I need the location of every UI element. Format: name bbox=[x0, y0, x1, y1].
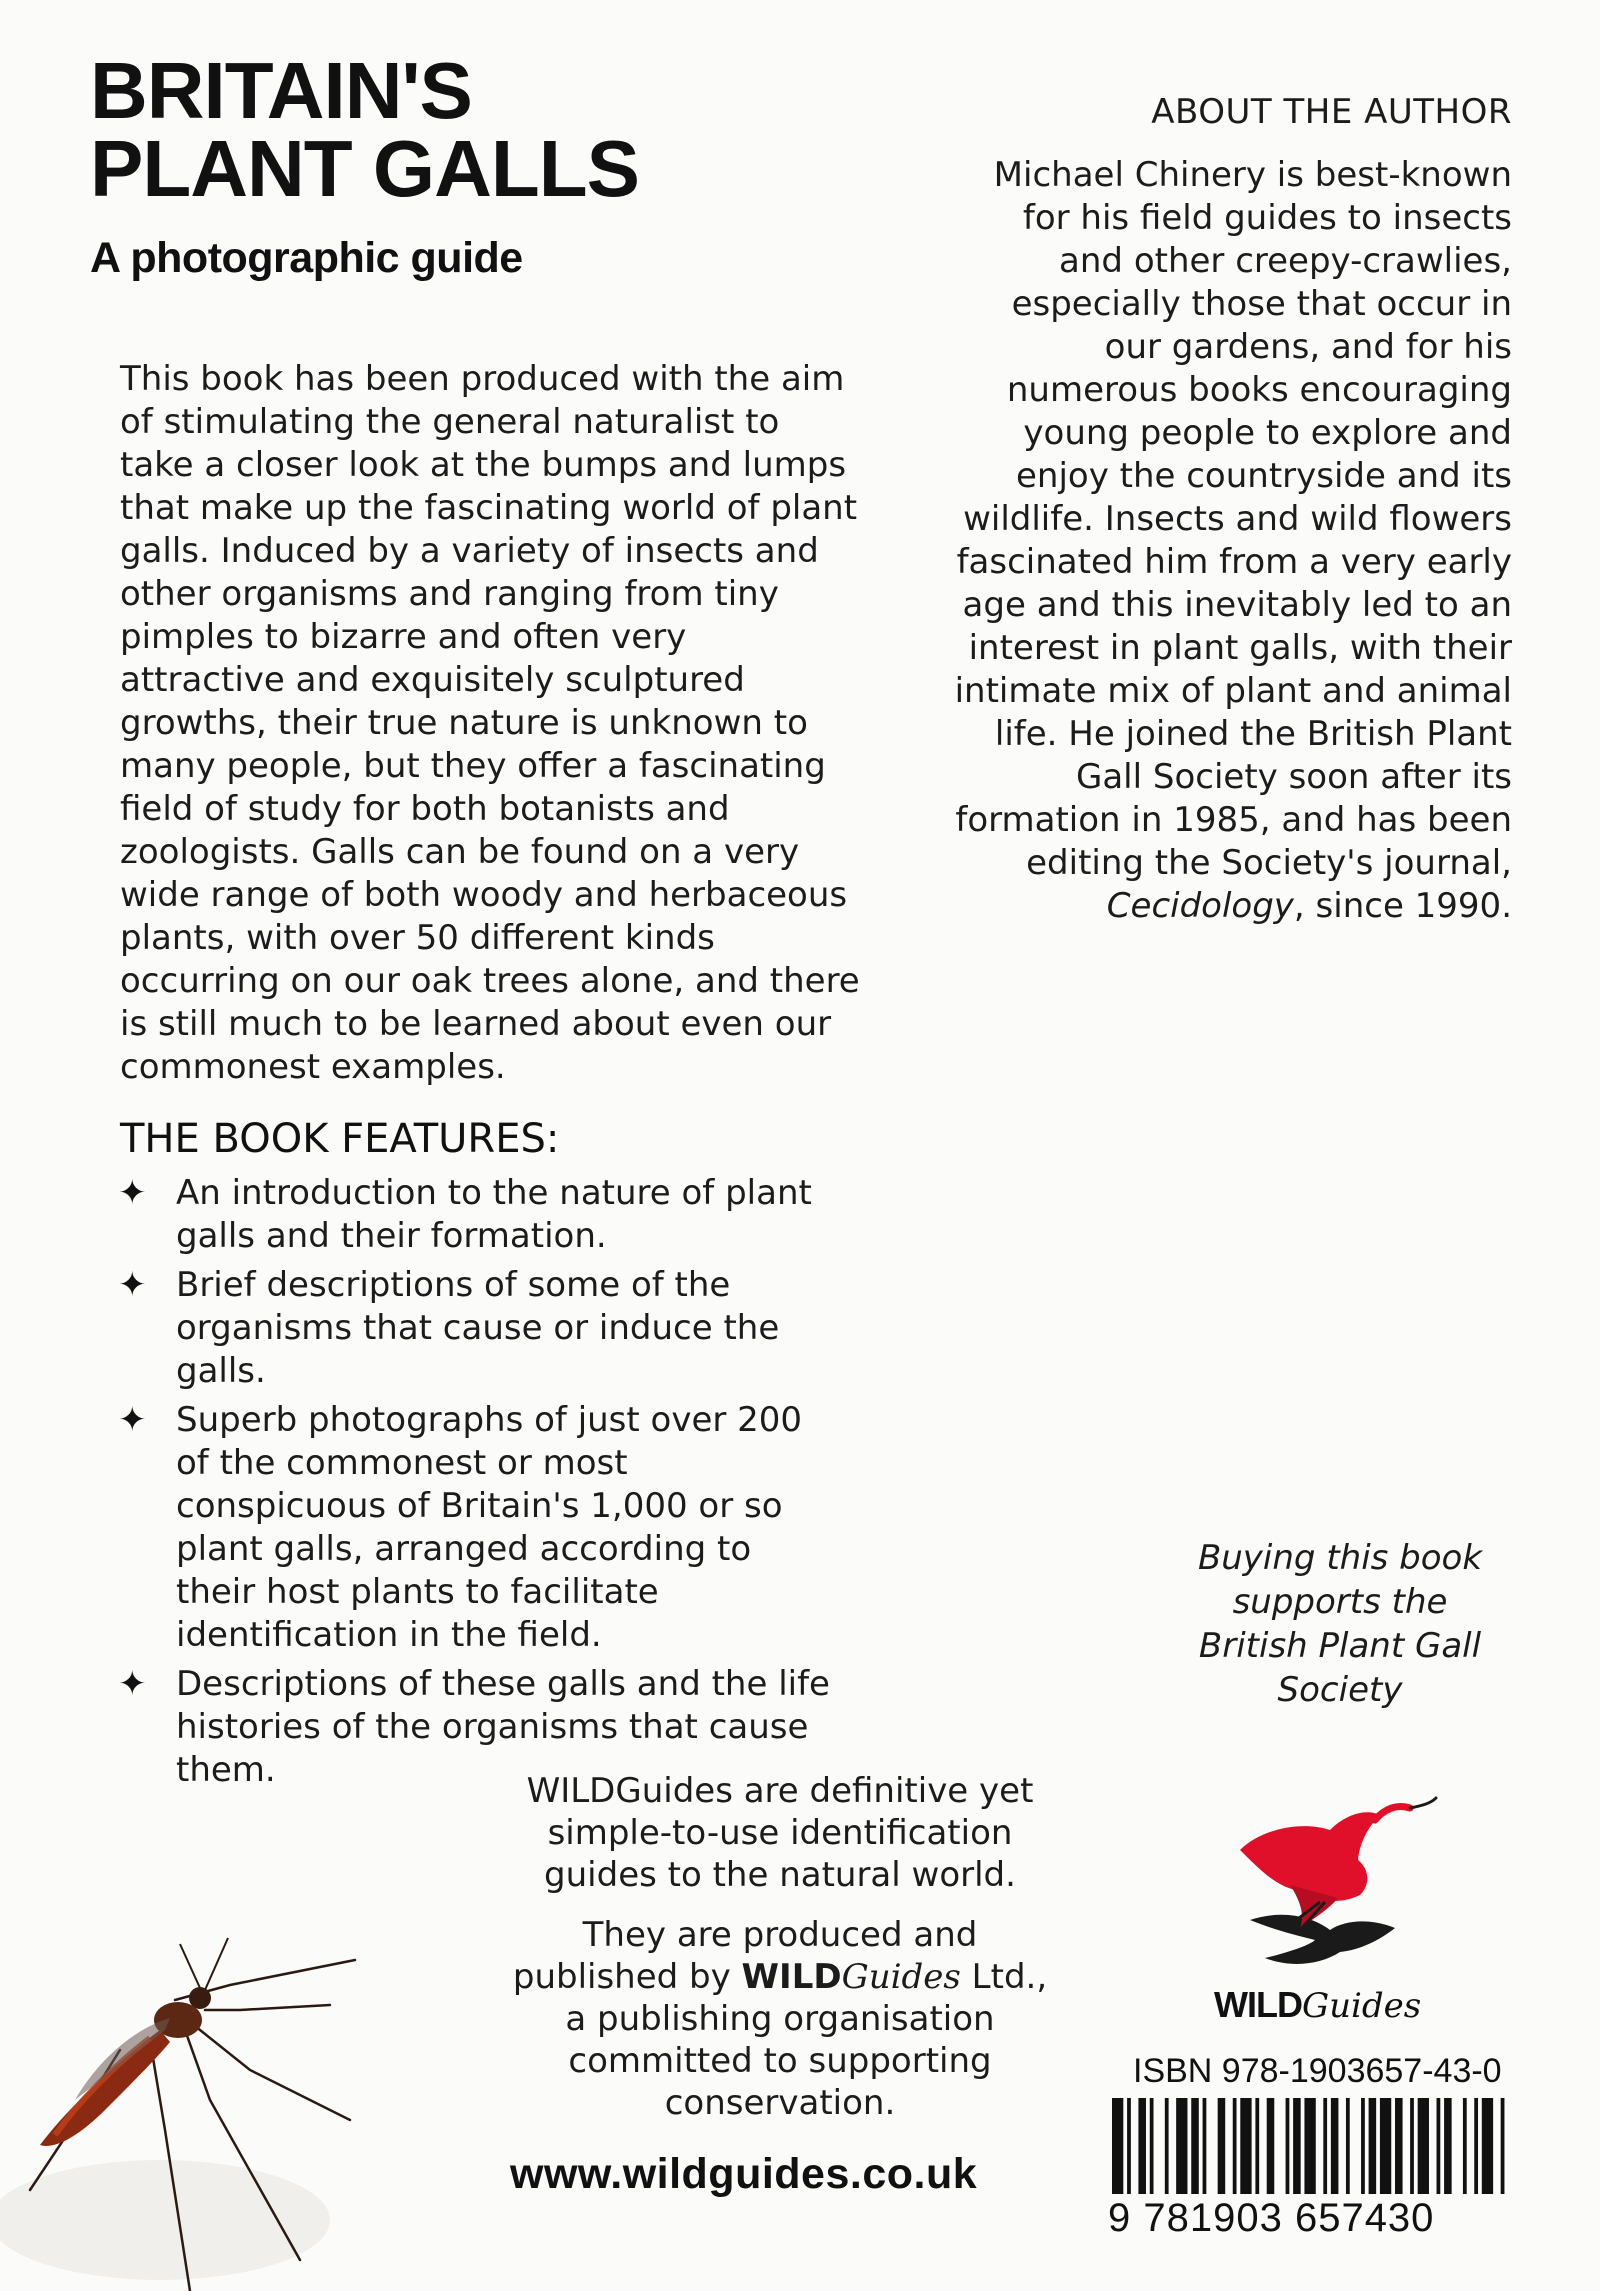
author-bio-text: Michael Chinery is best-known for his field guides to insects and other creepy-crawlies, especially those that occur in our gardens, and for his numerous books encouraging young people to explore and enjoy the countryside and its wildlife. Insects and wild flowers fascinated him from a very early age and this inevitably led to an interest in plant galls, with their intimate mix of plant and animal life. He joined the British Plant Gall Society soon after its formation in 1985, and has been editing the Society's journal, bbox=[954, 155, 1512, 883]
features-list bbox=[118, 1172, 838, 1798]
barcode-bar bbox=[1150, 2098, 1154, 2194]
barcode-bar bbox=[1233, 2098, 1237, 2194]
barcode-bar bbox=[1501, 2098, 1505, 2194]
barcode-bar bbox=[1293, 2098, 1301, 2194]
title-line-2: PLANT GALLS bbox=[90, 124, 639, 213]
book-blurb: This book has been produced with the aim of stimulating the general naturalist to take a closer look at the bumps and lumps that make up the fascinating world of plant galls. Induced by a variety of insects and other organisms and ranging from tiny pimples to bizarre and often very attractive and exquisitely sculptured growths, their true nature is unknown to many people, but they offer a fascinating field of study for both botanists and zoologists. Galls can be found on a very wide range of both woody and herbaceous plants, with over 50 different kinds occurring on our oak trees alone, and there is still much to be learned about even our commonest examples. bbox=[120, 359, 860, 1087]
publisher-statement: They are produced and published by WILDGuides Ltd., a publishing organisation committed to supporting conservation. bbox=[512, 1915, 1048, 2123]
barcode-bar bbox=[1127, 2098, 1131, 2194]
book-subtitle: A photographic guide bbox=[90, 234, 523, 282]
ibis-neck-icon bbox=[1375, 1807, 1410, 1821]
barcode-bar bbox=[1410, 2098, 1414, 2194]
publisher-brand-italic: Guides bbox=[841, 1957, 961, 1997]
barcode-icon bbox=[1112, 2098, 1512, 2194]
publisher-description: WILDGuides are definitive yet simple-to-use identification guides to the natural world. bbox=[526, 1771, 1034, 1895]
barcode-bar bbox=[1267, 2098, 1275, 2194]
about-author-body bbox=[952, 154, 1512, 928]
barcode-bar bbox=[1203, 2098, 1207, 2194]
barcode-bar bbox=[1331, 2098, 1339, 2194]
barcode-bar bbox=[1286, 2098, 1290, 2194]
barcode-bar bbox=[1463, 2098, 1467, 2194]
star-bullet-icon: ✦ bbox=[118, 1664, 147, 1704]
website-url[interactable]: www.wildguides.co.uk bbox=[510, 2150, 978, 2198]
ibis-body-icon bbox=[1240, 1812, 1380, 1901]
barcode-bar bbox=[1176, 2098, 1187, 2194]
feature-item: ✦ Descriptions of these galls and the life histories of the organisms that cause them. bbox=[118, 1664, 830, 1790]
barcode-digits: 9 781903 657430 bbox=[1108, 2196, 1435, 2240]
author-bio-end: , since 1990. bbox=[1293, 886, 1512, 926]
publisher-brand-bold: WILD bbox=[741, 1957, 842, 1997]
barcode-bar bbox=[1304, 2098, 1315, 2194]
barcode-bar bbox=[1418, 2098, 1429, 2194]
book-title bbox=[90, 46, 639, 213]
wildguides-ibis-logo-icon bbox=[1220, 1790, 1440, 1990]
ibis-shadow-icon bbox=[1250, 1915, 1395, 1964]
barcode-bar bbox=[1218, 2098, 1226, 2194]
isbn-label: ISBN 978-1903657-43-0 bbox=[1133, 2052, 1502, 2090]
barcode-bar bbox=[1138, 2098, 1146, 2194]
barcode-bar bbox=[1323, 2098, 1327, 2194]
barcode-bar bbox=[1482, 2098, 1493, 2194]
barcode-bar bbox=[1346, 2098, 1350, 2194]
feature-item: ✦ Brief descriptions of some of the organisms that cause or induce the galls. bbox=[118, 1265, 780, 1391]
title-line-1: BRITAIN'S bbox=[90, 46, 472, 135]
about-author-heading: ABOUT THE AUTHOR bbox=[1151, 92, 1512, 132]
barcode-bar bbox=[1474, 2098, 1478, 2194]
barcode-bar bbox=[1255, 2098, 1259, 2194]
star-bullet-icon: ✦ bbox=[118, 1173, 147, 1213]
support-note: Buying this book supports the British Plant Gall Society bbox=[1197, 1538, 1483, 1710]
barcode-bar bbox=[1191, 2098, 1199, 2194]
barcode-bar bbox=[1369, 2098, 1377, 2194]
star-bullet-icon: ✦ bbox=[118, 1265, 147, 1305]
barcode-bar bbox=[1444, 2098, 1452, 2194]
barcode-bar bbox=[1437, 2098, 1441, 2194]
feature-item: ✦ Superb photographs of just over 200 of the commonest or most conspicuous of Britain's 1,000 or so plant galls, arranged according to their host plants to facilitate identification in the field. bbox=[118, 1400, 803, 1655]
barcode-bar bbox=[1240, 2098, 1251, 2194]
wildguides-logo-text: WILDGuides bbox=[1214, 1984, 1422, 2026]
features-heading: THE BOOK FEATURES: bbox=[120, 1116, 560, 1162]
barcode-bar bbox=[1361, 2098, 1365, 2194]
barcode-bar bbox=[1112, 2098, 1123, 2194]
feature-item: ✦ An introduction to the nature of plant galls and their formation. bbox=[118, 1173, 812, 1256]
star-bullet-icon: ✦ bbox=[118, 1400, 147, 1440]
ibis-bill-icon bbox=[1410, 1798, 1436, 1808]
barcode-bar bbox=[1165, 2098, 1169, 2194]
journal-name: Cecidology bbox=[1106, 886, 1294, 926]
mosquito-photo-icon bbox=[0, 1930, 380, 2291]
barcode-bar bbox=[1380, 2098, 1391, 2194]
barcode-bar bbox=[1395, 2098, 1403, 2194]
